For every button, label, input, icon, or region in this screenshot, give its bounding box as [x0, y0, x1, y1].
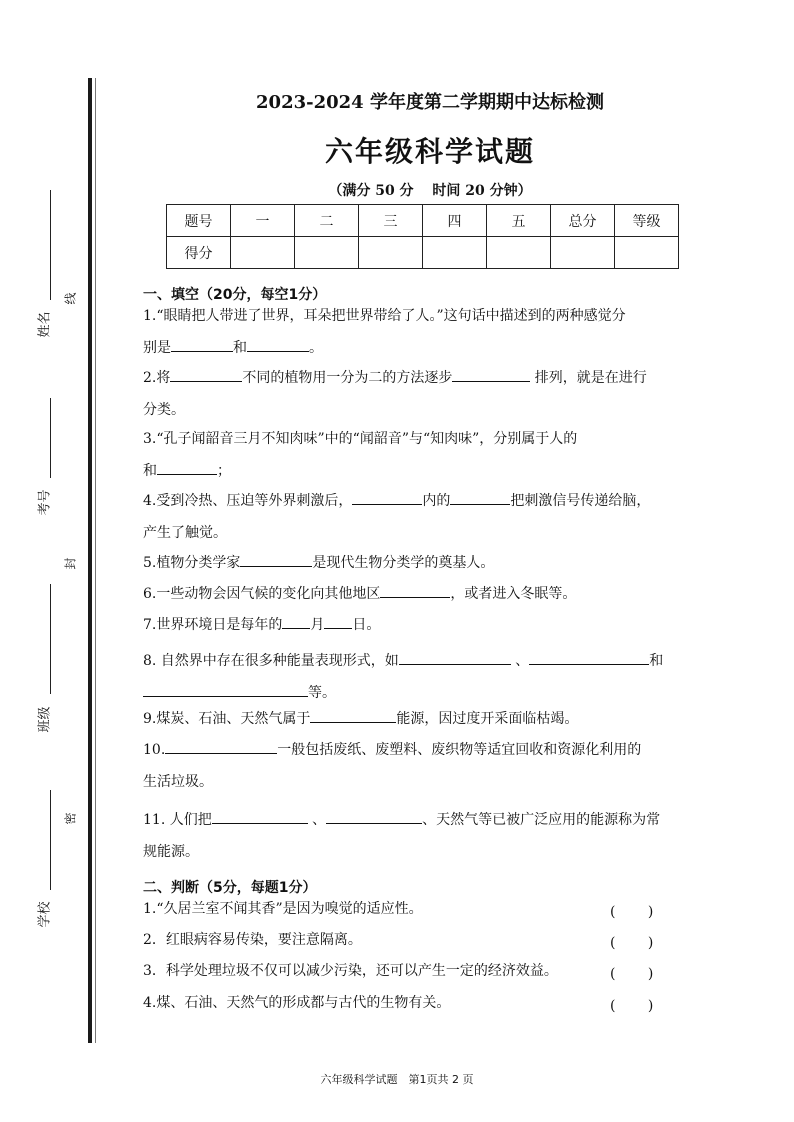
q4-text: 内的 — [422, 493, 451, 509]
q3-blank-1[interactable] — [157, 458, 217, 475]
q3-text: 和 — [143, 463, 157, 479]
score-cell[interactable] — [551, 237, 615, 269]
header-cell: 总分 — [551, 205, 615, 237]
page-footer: 六年级科学试题 第1页共 2 页 — [320, 1073, 474, 1086]
header-cell: 二 — [295, 205, 359, 237]
q2-blank-2[interactable] — [452, 365, 530, 382]
q7-text: 日。 — [352, 617, 381, 633]
question-1 — [143, 300, 708, 364]
question-9 — [143, 703, 708, 735]
header-cell: 题号 — [167, 205, 231, 237]
q8-blank-3[interactable] — [143, 680, 308, 697]
q11-text: 11. 人们把 — [143, 812, 212, 828]
judge-item-1: 1.“久居兰室不闻其香”是因为嗅觉的适应性。 — [143, 901, 423, 917]
q9-blank-1[interactable] — [310, 706, 396, 723]
seal-word: 封 — [63, 557, 78, 570]
q5-blank-1[interactable] — [240, 550, 312, 567]
score-cell[interactable] — [359, 237, 423, 269]
score-cell[interactable] — [423, 237, 487, 269]
paper-title: 六年级科学试题 — [324, 135, 535, 168]
q7-blank-day[interactable] — [324, 612, 352, 629]
q2-blank-1[interactable] — [170, 365, 242, 382]
q8-text: 和 — [649, 653, 664, 669]
question-2 — [143, 362, 708, 426]
q8-text: 8. 自然界中存在很多种能量表现形式，如 — [143, 653, 399, 669]
q8-line1 — [143, 645, 708, 677]
binding-line-thin — [95, 78, 96, 1043]
q8-blank-1[interactable] — [399, 648, 511, 665]
q1-blank-2[interactable] — [247, 335, 309, 352]
q4-text: 把刺激信号传递给脑， — [510, 493, 651, 509]
judge-answer-4[interactable]: ( ) — [610, 998, 654, 1014]
exam-title: 2023-2024 学年度第二学期期中达标检测 — [256, 92, 604, 113]
q4-line2: 产生了触觉。 — [143, 525, 227, 541]
q1-text: 。 — [309, 340, 323, 356]
q8-blank-2[interactable] — [529, 648, 649, 665]
score-table — [166, 204, 679, 269]
q6-text: ，或者进入冬眠等。 — [450, 586, 577, 602]
header-cell: 三 — [359, 205, 423, 237]
q6-text: 6.一些动物会因气候的变化向其他地区 — [143, 586, 381, 602]
score-cell[interactable] — [231, 237, 295, 269]
class-blank[interactable] — [50, 584, 51, 694]
exam-no-blank[interactable] — [50, 398, 51, 478]
header-cell: 一 — [231, 205, 295, 237]
q1-line2 — [143, 332, 708, 364]
question-7 — [143, 609, 708, 641]
judge-answer-3[interactable]: ( ) — [610, 966, 654, 982]
section2-title: 二、判断（5分，每题1分） — [143, 880, 317, 896]
score-cell[interactable] — [615, 237, 679, 269]
section1-title: 一、填空（20分，每空1分） — [143, 287, 327, 303]
header-cell: 五 — [487, 205, 551, 237]
q4-text: 4.受到冷热、压迫等外界刺激后， — [143, 493, 353, 509]
cut-line-word: 线 — [63, 292, 78, 305]
question-8 — [143, 645, 708, 709]
q11-blank-1[interactable] — [212, 807, 308, 824]
q8-text: 、 — [510, 653, 530, 669]
q8-text: 等。 — [308, 685, 336, 701]
q5-text: 5.植物分类学家 — [143, 555, 241, 571]
q9-text: 9.煤炭、石油、天然气属于 — [143, 711, 311, 727]
score-table-header-row — [167, 205, 679, 237]
class-label: 班级 — [37, 706, 53, 733]
q2-text: 2.将 — [143, 370, 171, 386]
q3-text: ； — [217, 463, 231, 479]
question-11 — [143, 804, 708, 868]
exam-no-label: 考号 — [37, 489, 53, 516]
name-label: 姓名 — [37, 311, 53, 338]
q1-text: 别是 — [143, 340, 171, 356]
q1-blank-1[interactable] — [171, 335, 233, 352]
q11-text: 、 — [307, 812, 327, 828]
q10-blank-1[interactable] — [165, 737, 277, 754]
q4-blank-1[interactable] — [352, 488, 422, 505]
q11-line2: 规能源。 — [143, 844, 199, 860]
question-5 — [143, 547, 708, 579]
q11-blank-2[interactable] — [326, 807, 422, 824]
q7-text: 月 — [310, 617, 325, 633]
q2-line1 — [143, 362, 708, 394]
question-10 — [143, 734, 708, 798]
score-cell[interactable] — [487, 237, 551, 269]
q10-line2: 生活垃圾。 — [143, 774, 213, 790]
q10-text: 10. — [143, 742, 166, 758]
q2-line2: 分类。 — [143, 402, 185, 418]
q11-line1 — [143, 804, 708, 836]
exam-info: （满分 50 分 时间 20 分钟） — [328, 183, 532, 199]
school-blank[interactable] — [50, 790, 51, 890]
q11-text: 、天然气等已被广泛应用的能源称为常 — [422, 812, 661, 828]
header-cell: 等级 — [615, 205, 679, 237]
q10-text: 一般包括废纸、废塑料、废织物等适宜回收和资源化利用的 — [277, 742, 642, 758]
q2-text: 不同的植物用一分为二的方法逐步 — [242, 370, 453, 386]
q7-blank-month[interactable] — [282, 612, 310, 629]
q2-text: 排列，就是在进行 — [530, 370, 647, 386]
judge-item-4: 4.煤、石油、天然气的形成都与古代的生物有关。 — [143, 995, 451, 1011]
judge-answer-1[interactable]: ( ) — [610, 904, 654, 920]
q10-line1 — [143, 734, 708, 766]
binding-line-thick — [88, 78, 92, 1043]
name-blank[interactable] — [50, 190, 51, 300]
q3-line1: 3.“孔子闻韶音三月不知肉味”中的“闻韶音”与“知肉味”，分别属于人的 — [143, 431, 578, 447]
score-row-label: 得分 — [167, 237, 231, 269]
q3-line2 — [143, 455, 708, 487]
question-6 — [143, 578, 708, 610]
question-3 — [143, 423, 708, 487]
score-cell[interactable] — [295, 237, 359, 269]
header-cell: 四 — [423, 205, 487, 237]
q1-text: 和 — [233, 340, 247, 356]
school-label: 学校 — [37, 901, 53, 928]
q6-blank-1[interactable] — [380, 581, 450, 598]
score-table-score-row — [167, 237, 679, 269]
question-4 — [143, 485, 708, 549]
q1-line1: 1.“眼睛把人带进了世界，耳朵把世界带给了人。”这句话中描述到的两种感觉分 — [143, 308, 626, 324]
judge-item-3: 3．科学处理垃圾不仅可以减少污染，还可以产生一定的经济效益。 — [143, 963, 558, 979]
q4-line1 — [143, 485, 708, 517]
q9-text: 能源，因过度开采面临枯竭。 — [396, 711, 579, 727]
q4-blank-2[interactable] — [450, 488, 510, 505]
secret-word: 密 — [63, 812, 78, 825]
judge-item-2: 2．红眼病容易传染，要注意隔离。 — [143, 932, 362, 948]
q7-text: 7.世界环境日是每年的 — [143, 617, 283, 633]
q5-text: 是现代生物分类学的奠基人。 — [312, 555, 495, 571]
judge-answer-2[interactable]: ( ) — [610, 935, 654, 951]
